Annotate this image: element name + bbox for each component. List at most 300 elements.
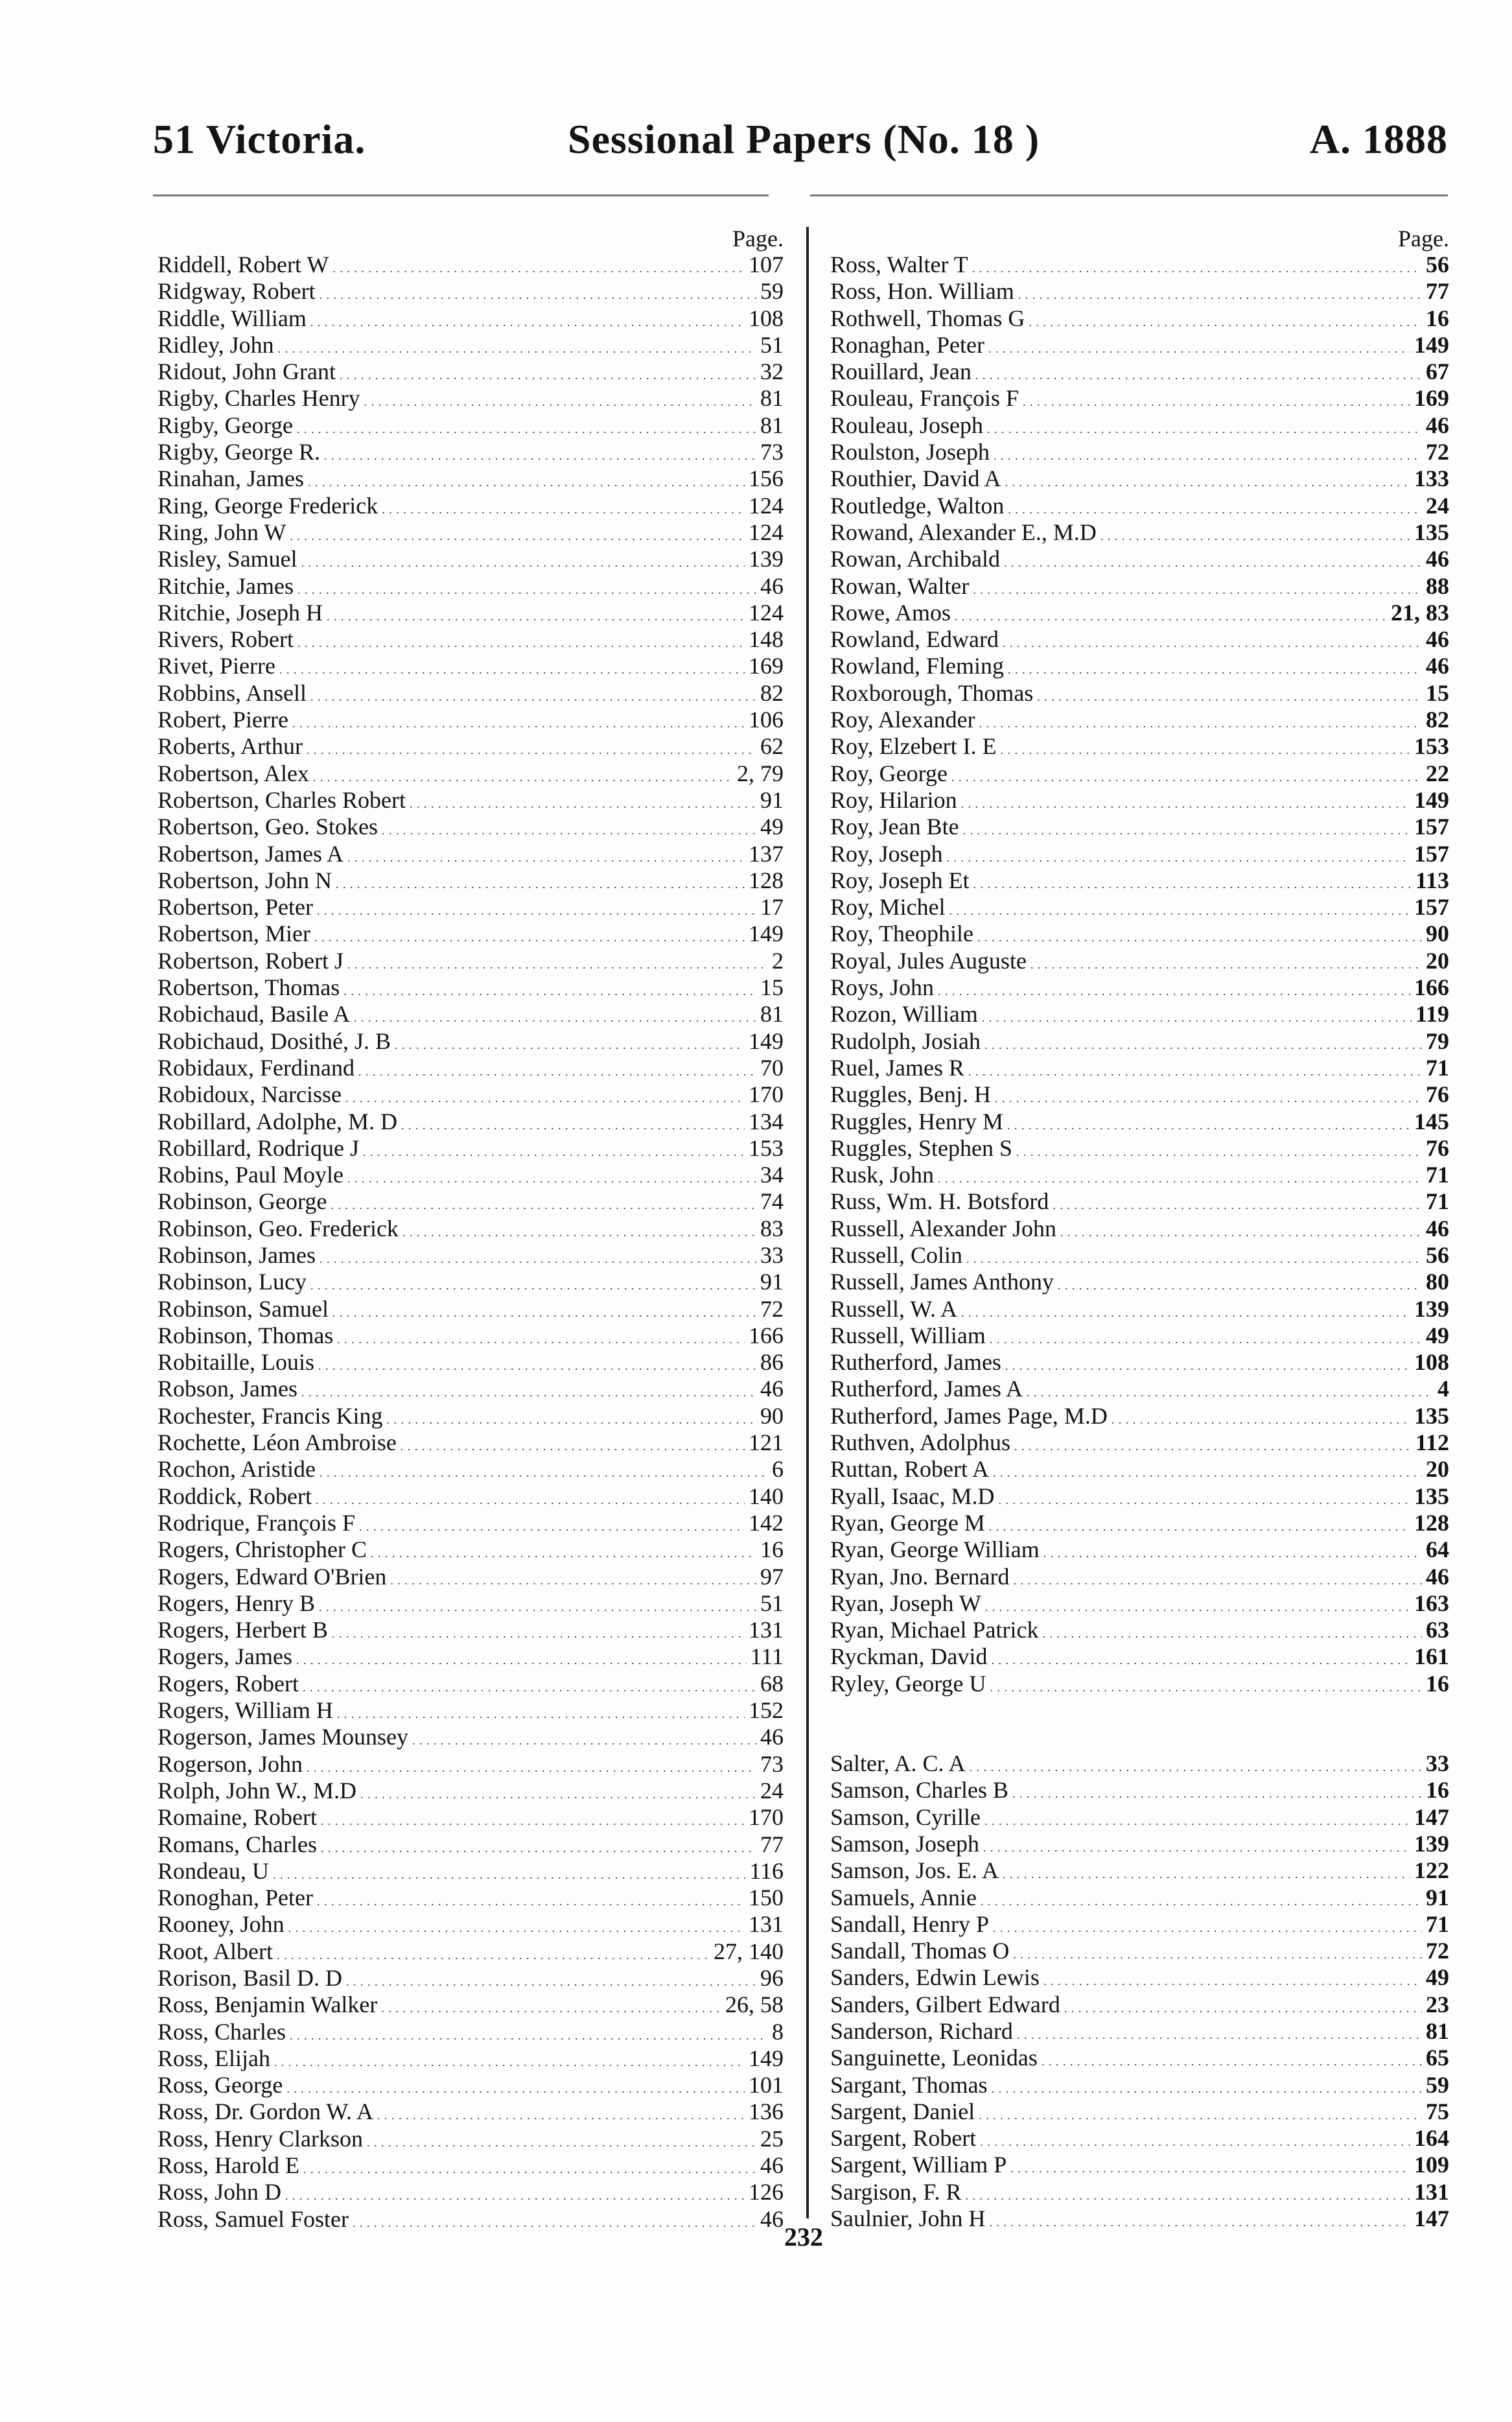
entry-page: 46 xyxy=(1426,1215,1449,1241)
entry-name: Robillard, Adolphe, M. D xyxy=(157,1108,397,1135)
index-entry xyxy=(157,305,784,332)
entry-page: 112 xyxy=(1415,1429,1449,1456)
index-entry xyxy=(830,1349,1449,1376)
entry-page: 135 xyxy=(1414,1402,1449,1429)
entry-page: 56 xyxy=(1426,252,1449,277)
index-column-right xyxy=(830,226,1449,2232)
entry-page: 68 xyxy=(760,1670,784,1697)
entry-name: Russ, Wm. H. Botsford xyxy=(830,1188,1049,1215)
entry-name: Romans, Charles xyxy=(157,1831,317,1857)
dot-leader xyxy=(1064,1992,1422,2022)
index-entry xyxy=(830,1242,1449,1269)
entry-name: Robertson, Mier xyxy=(157,921,310,947)
entry-name: Rozon, William xyxy=(830,1001,978,1028)
dot-leader xyxy=(382,814,756,844)
entry-name: Ronaghan, Peter xyxy=(830,331,984,358)
entry-name: Risley, Samuel xyxy=(157,546,297,572)
index-entry xyxy=(830,2072,1449,2099)
dot-leader xyxy=(290,519,745,550)
entry-name: Rinahan, James xyxy=(157,465,304,492)
entry-page: 156 xyxy=(749,465,784,492)
entry-name: Rowan, Archibald xyxy=(830,546,1000,572)
dot-leader xyxy=(1014,1429,1412,1460)
entry-page: 113 xyxy=(1415,867,1449,893)
dot-leader xyxy=(1043,1536,1422,1567)
entry-name: Robidaux, Ferdinand xyxy=(157,1054,355,1081)
index-entry xyxy=(157,519,784,546)
entry-page: 109 xyxy=(1414,2152,1449,2178)
dot-leader xyxy=(1111,1403,1410,1433)
index-entry xyxy=(830,2018,1449,2045)
entry-page: 170 xyxy=(749,1081,784,1108)
index-entry xyxy=(157,1001,784,1028)
entry-name: Rivers, Robert xyxy=(157,626,294,653)
entry-name: Roberts, Arthur xyxy=(157,733,303,760)
dot-leader xyxy=(966,2179,1411,2209)
entry-name: Rigby, Charles Henry xyxy=(157,385,360,412)
entry-name: Royal, Jules Auguste xyxy=(830,947,1027,974)
dot-leader xyxy=(381,1992,721,2022)
dot-leader xyxy=(972,252,1422,282)
entry-page: 15 xyxy=(1426,679,1449,706)
entry-page: 56 xyxy=(1426,1241,1449,1268)
index-entry xyxy=(830,359,1449,385)
index-entry xyxy=(830,1055,1449,1081)
index-entry xyxy=(157,787,784,814)
dot-leader xyxy=(984,1804,1410,1835)
entry-page: 46 xyxy=(760,1376,784,1402)
dot-leader xyxy=(988,332,1410,362)
entry-name: Robinson, Samuel xyxy=(157,1295,329,1322)
entry-name: Romaine, Robert xyxy=(157,1804,317,1831)
dot-leader xyxy=(1060,1216,1422,1246)
entry-name: Russell, William xyxy=(830,1322,986,1348)
dot-leader xyxy=(310,305,745,336)
entry-name: Ross, Elijah xyxy=(157,2045,271,2071)
index-list-right-s xyxy=(830,1750,1449,2232)
index-entry xyxy=(157,546,784,572)
dot-leader xyxy=(1043,1964,1422,1995)
entry-page: 135 xyxy=(1414,519,1449,545)
index-entry xyxy=(830,1001,1449,1028)
dot-leader xyxy=(992,2072,1422,2102)
dot-leader xyxy=(301,546,745,576)
entry-name: Robillard, Rodrique J xyxy=(157,1135,359,1161)
dot-leader xyxy=(345,1081,745,1112)
entry-page: 96 xyxy=(760,1965,784,1991)
dot-leader xyxy=(353,2206,756,2237)
entry-name: Salter, A. C. A xyxy=(830,1750,966,1777)
dot-leader xyxy=(336,867,745,898)
entry-page: 21, 83 xyxy=(1391,599,1449,626)
entry-page: 16 xyxy=(1426,1777,1449,1804)
index-entry xyxy=(157,1349,784,1376)
entry-name: Rodrique, François F xyxy=(157,1509,355,1536)
dot-leader xyxy=(963,814,1410,844)
entry-name: Ross, Hon. William xyxy=(830,278,1014,305)
index-entry xyxy=(157,1938,784,1965)
entry-name: Ross, John D xyxy=(157,2179,282,2205)
dot-leader xyxy=(337,1323,745,1353)
index-entry xyxy=(157,1429,784,1456)
dot-leader xyxy=(1001,733,1410,764)
index-entry xyxy=(157,653,784,679)
entry-page: 59 xyxy=(760,278,784,305)
index-entry xyxy=(157,733,784,760)
entry-name: Ronoghan, Peter xyxy=(157,1885,313,1911)
index-entry xyxy=(830,493,1449,519)
dot-leader xyxy=(982,1001,1412,1031)
entry-name: Ross, Harold E xyxy=(157,2152,299,2179)
entry-name: Ross, Charles xyxy=(157,2018,286,2045)
entry-name: Ryley, George U xyxy=(830,1670,986,1697)
entry-page: 46 xyxy=(760,2205,784,2232)
dot-leader xyxy=(371,1536,756,1567)
index-entry xyxy=(830,921,1449,947)
entry-name: Robinson, Thomas xyxy=(157,1322,334,1348)
page-number: 232 xyxy=(784,2222,823,2252)
index-entry xyxy=(830,787,1449,814)
entry-name: Ross, Benjamin Walker xyxy=(157,1992,378,2018)
entry-page: 139 xyxy=(1414,1295,1449,1322)
index-entry xyxy=(830,948,1449,974)
entry-name: Ruggles, Stephen S xyxy=(830,1135,1013,1161)
page-header xyxy=(153,115,1448,167)
dot-leader xyxy=(1029,305,1422,336)
index-entry xyxy=(157,1590,784,1617)
dot-leader xyxy=(278,332,756,362)
dot-leader xyxy=(961,1296,1410,1326)
index-entry xyxy=(830,1296,1449,1323)
entry-page: 81 xyxy=(760,412,784,438)
dot-leader xyxy=(966,1242,1422,1273)
entry-name: Rogers, Henry B xyxy=(157,1590,315,1616)
entry-name: Sanguinette, Leonidas xyxy=(830,2045,1038,2071)
entry-page: 24 xyxy=(1426,492,1449,519)
entry-name: Russell, W. A xyxy=(830,1295,958,1322)
index-entry xyxy=(830,1564,1449,1590)
entry-page: 70 xyxy=(760,1054,784,1081)
index-entry xyxy=(157,1965,784,1992)
dot-leader xyxy=(332,252,745,282)
entry-page: 71 xyxy=(1426,1162,1449,1188)
index-entry xyxy=(830,600,1449,626)
dot-leader xyxy=(290,2019,768,2049)
entry-name: Ryan, Jno. Bernard xyxy=(830,1563,1010,1590)
dot-leader xyxy=(320,1456,768,1487)
entry-name: Rutherford, James Page, M.D xyxy=(830,1402,1108,1429)
entry-name: Rothwell, Thomas G xyxy=(830,305,1025,331)
index-entry xyxy=(830,332,1449,359)
index-entry xyxy=(157,332,784,359)
entry-name: Rowand, Alexander E., M.D xyxy=(830,519,1097,545)
entry-name: Ridout, John Grant xyxy=(157,359,336,385)
index-entry xyxy=(830,305,1449,332)
page-column-heading: Page. xyxy=(732,226,784,252)
entry-name: Ridgway, Robert xyxy=(157,278,316,305)
index-entry xyxy=(830,707,1449,733)
dot-leader xyxy=(382,493,745,523)
dot-leader xyxy=(1027,1376,1434,1406)
index-entry xyxy=(157,2019,784,2045)
entry-page: 124 xyxy=(749,519,784,545)
dot-leader xyxy=(1017,2018,1422,2049)
entry-name: Rutherford, James xyxy=(830,1349,1001,1376)
entry-name: Samuels, Annie xyxy=(830,1884,977,1911)
dot-leader xyxy=(303,1671,756,1701)
index-entry xyxy=(157,1671,784,1697)
dot-leader xyxy=(332,1617,745,1647)
index-entry xyxy=(830,814,1449,840)
entry-page: 76 xyxy=(1426,1081,1449,1108)
dot-leader xyxy=(1014,1564,1422,1594)
dot-leader xyxy=(297,412,756,443)
index-entry xyxy=(157,680,784,707)
dot-leader xyxy=(990,1323,1422,1353)
index-entry xyxy=(157,278,784,305)
entry-page: 16 xyxy=(760,1536,784,1563)
index-entry xyxy=(157,1055,784,1081)
dot-leader xyxy=(297,626,745,657)
dot-leader xyxy=(327,600,745,630)
entry-name: Roy, Elzebert I. E xyxy=(830,733,997,760)
index-entry xyxy=(830,2179,1449,2205)
dot-leader xyxy=(412,1724,756,1754)
index-entry xyxy=(830,1323,1449,1349)
index-entry xyxy=(157,573,784,600)
entry-page: 49 xyxy=(1426,1964,1449,1991)
index-entry xyxy=(157,385,784,412)
entry-page: 149 xyxy=(749,921,784,947)
entry-page: 107 xyxy=(749,252,784,277)
dot-leader xyxy=(347,841,745,871)
index-entry xyxy=(157,1778,784,1804)
index-entry xyxy=(157,1858,784,1885)
entry-page: 74 xyxy=(760,1188,784,1215)
index-entry xyxy=(830,1456,1449,1483)
index-entry xyxy=(830,1750,1449,1777)
entry-page: 106 xyxy=(749,707,784,733)
index-entry xyxy=(157,2099,784,2125)
entry-name: Sandall, Henry P xyxy=(830,1911,989,1937)
index-entry xyxy=(157,2206,784,2233)
dot-leader xyxy=(1013,1938,1422,1968)
index-entry xyxy=(157,1269,784,1295)
entry-name: Rogerson, John xyxy=(157,1750,303,1777)
index-entry xyxy=(830,1483,1449,1510)
index-entry xyxy=(830,1857,1449,1884)
dot-leader xyxy=(949,894,1410,924)
dot-leader xyxy=(360,1778,756,1808)
entry-page: 153 xyxy=(1414,733,1449,760)
index-entry xyxy=(157,921,784,947)
index-entry xyxy=(830,2045,1449,2071)
dot-leader xyxy=(961,787,1410,817)
index-entry xyxy=(830,1510,1449,1536)
dot-leader xyxy=(1053,1188,1422,1219)
entry-page: 46 xyxy=(1426,412,1449,438)
dot-leader xyxy=(994,439,1422,469)
entry-page: 116 xyxy=(749,1857,784,1884)
entry-page: 121 xyxy=(749,1429,784,1456)
dot-leader xyxy=(1041,2045,1422,2075)
entry-page: 139 xyxy=(1414,1830,1449,1857)
header-rule-left xyxy=(153,194,769,196)
entry-name: Rondeau, U xyxy=(157,1857,269,1884)
dot-leader xyxy=(308,465,745,496)
index-entry xyxy=(157,1804,784,1831)
index-entry xyxy=(830,760,1449,787)
index-entry xyxy=(830,519,1449,546)
index-entry xyxy=(830,439,1449,465)
entry-name: Ross, Dr. Gordon W. A xyxy=(157,2099,374,2125)
index-entry xyxy=(157,2152,784,2179)
entry-name: Roy, Joseph Et xyxy=(830,867,970,893)
dot-leader xyxy=(985,1590,1410,1621)
entry-page: 8 xyxy=(772,2018,784,2045)
entry-page: 152 xyxy=(749,1697,784,1724)
entry-page: 142 xyxy=(749,1509,784,1536)
index-entry xyxy=(830,653,1449,679)
entry-name: Routledge, Walton xyxy=(830,492,1005,519)
entry-page: 51 xyxy=(760,1590,784,1616)
dot-leader xyxy=(363,1135,745,1166)
index-entry xyxy=(830,1403,1449,1429)
index-entry xyxy=(157,412,784,439)
entry-page: 124 xyxy=(749,492,784,519)
entry-page: 72 xyxy=(760,1295,784,1322)
entry-name: Samson, Cyrille xyxy=(830,1804,981,1830)
entry-page: 77 xyxy=(1426,278,1449,305)
index-entry xyxy=(830,1777,1449,1804)
dot-leader xyxy=(288,1911,745,1942)
index-entry xyxy=(830,1804,1449,1831)
entry-page: 20 xyxy=(1426,947,1449,974)
dot-leader xyxy=(1058,1269,1422,1299)
index-entry xyxy=(830,1964,1449,1991)
dot-leader xyxy=(947,841,1410,871)
header-session: 51 Victoria. xyxy=(153,116,366,162)
entry-page: 170 xyxy=(749,1804,784,1831)
entry-name: Rogers, Edward O'Brien xyxy=(157,1563,387,1590)
entry-page: 164 xyxy=(1414,2125,1449,2152)
index-entry xyxy=(157,760,784,787)
index-entry xyxy=(157,2179,784,2205)
index-entry xyxy=(830,894,1449,921)
index-entry xyxy=(830,867,1449,894)
entry-page: 2, 79 xyxy=(737,760,784,786)
index-entry xyxy=(830,1188,1449,1215)
entry-name: Roy, Theophile xyxy=(830,921,973,947)
entry-name: Ross, Henry Clarkson xyxy=(157,2125,363,2152)
entry-page: 128 xyxy=(1414,1509,1449,1536)
index-entry xyxy=(157,1135,784,1162)
entry-name: Sanders, Edwin Lewis xyxy=(830,1964,1040,1991)
entry-page: 62 xyxy=(760,733,784,760)
entry-name: Rochette, Léon Ambroise xyxy=(157,1429,397,1456)
dot-leader xyxy=(410,787,756,817)
index-entry xyxy=(157,1697,784,1724)
entry-name: Roxborough, Thomas xyxy=(830,679,1034,706)
entry-name: Ryan, Joseph W xyxy=(830,1590,981,1616)
dot-leader xyxy=(313,760,733,791)
entry-name: Rutherford, James A xyxy=(830,1376,1023,1402)
entry-page: 22 xyxy=(1426,760,1449,786)
entry-page: 71 xyxy=(1426,1054,1449,1081)
entry-page: 157 xyxy=(1414,840,1449,867)
dot-leader xyxy=(402,1216,756,1246)
entry-name: Robertson, Peter xyxy=(157,894,313,921)
entry-name: Ross, Walter T xyxy=(830,252,968,277)
entry-page: 108 xyxy=(749,305,784,331)
index-entry xyxy=(157,867,784,894)
dot-leader xyxy=(347,948,768,978)
dot-leader xyxy=(979,2099,1422,2129)
dot-leader xyxy=(331,1188,756,1219)
entry-name: Rigby, George xyxy=(157,412,293,438)
entry-name: Robertson, John N xyxy=(157,867,332,893)
entry-page: 33 xyxy=(760,1241,784,1268)
entry-name: Robichaud, Basile A xyxy=(157,1001,350,1028)
entry-name: Riddell, Robert W xyxy=(157,252,329,277)
dot-leader xyxy=(321,1831,756,1862)
entry-name: Rochon, Aristide xyxy=(157,1456,316,1483)
dot-leader xyxy=(992,1643,1410,1674)
entry-page: 72 xyxy=(1426,1938,1449,1964)
index-entry xyxy=(157,1911,784,1938)
dot-leader xyxy=(993,1456,1422,1487)
entry-name: Roy, Alexander xyxy=(830,707,975,733)
entry-page: 46 xyxy=(1426,1563,1449,1590)
dot-leader xyxy=(367,2126,756,2156)
index-entry xyxy=(157,1216,784,1242)
dot-leader xyxy=(1016,1135,1422,1166)
dot-leader xyxy=(973,573,1422,604)
dot-leader xyxy=(1005,1349,1410,1380)
index-entry xyxy=(157,1751,784,1778)
dot-leader xyxy=(346,1965,756,1995)
index-entry xyxy=(830,974,1449,1001)
entry-name: Rowan, Walter xyxy=(830,572,970,599)
entry-name: Russell, Alexander John xyxy=(830,1215,1056,1241)
entry-page: 20 xyxy=(1426,1456,1449,1483)
dot-leader xyxy=(987,412,1422,443)
entry-page: 169 xyxy=(749,653,784,679)
index-entry xyxy=(157,1242,784,1269)
entry-page: 76 xyxy=(1426,1135,1449,1161)
dot-leader xyxy=(320,278,756,309)
index-entry xyxy=(830,1885,1449,1911)
entry-name: Rigby, George R. xyxy=(157,439,320,465)
entry-page: 16 xyxy=(1426,1670,1449,1697)
section-gap xyxy=(830,1697,1449,1750)
dot-leader xyxy=(318,1349,756,1380)
entry-page: 133 xyxy=(1414,465,1449,492)
entry-name: Rouillard, Jean xyxy=(830,359,971,385)
index-entry xyxy=(830,1992,1449,2018)
entry-name: Robertson, Robert J xyxy=(157,947,343,974)
entry-name: Rowland, Edward xyxy=(830,626,999,653)
index-entry xyxy=(157,1617,784,1643)
index-entry xyxy=(830,2125,1449,2152)
entry-name: Sargant, Thomas xyxy=(830,2071,988,2098)
dot-leader xyxy=(1018,278,1422,309)
dot-leader xyxy=(324,439,756,469)
entry-name: Robert, Pierre xyxy=(157,707,288,733)
index-entry xyxy=(830,1162,1449,1188)
index-entry xyxy=(830,1911,1449,1938)
dot-leader xyxy=(274,2045,745,2076)
